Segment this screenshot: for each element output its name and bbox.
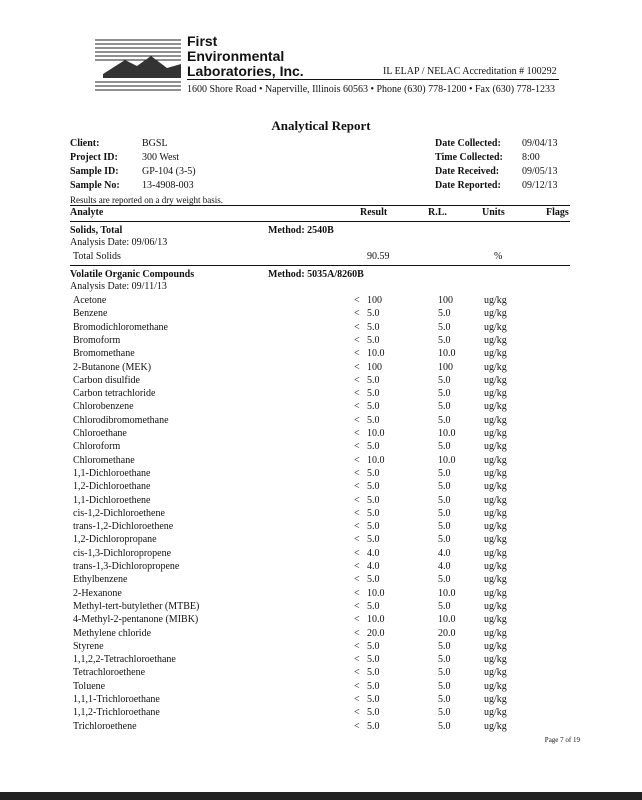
rl-value: 10.0 [438, 454, 456, 466]
solids-heading: Solids, Total [70, 225, 123, 236]
table-row [70, 322, 570, 335]
analyte-name: 1,1-Dichloroethene [73, 494, 151, 506]
less-than-sign: < [354, 600, 360, 612]
analyte-name: Methylene chloride [73, 627, 152, 639]
table-row [70, 428, 570, 441]
less-than-sign: < [354, 707, 360, 719]
units-value: ug/kg [484, 454, 507, 466]
analyte-name: 1,1,2,2-Tetrachloroethane [73, 654, 176, 666]
less-than-sign: < [354, 640, 360, 652]
date-collected-label: Date Collected: [435, 138, 501, 149]
less-than-sign: < [354, 507, 360, 519]
units-value: ug/kg [484, 308, 507, 320]
less-than-sign: < [354, 295, 360, 306]
analyte-name: Chloroethane [73, 428, 127, 439]
result-value: 5.0 [367, 467, 380, 479]
units-value: ug/kg [484, 694, 507, 705]
units-value: ug/kg [484, 547, 507, 559]
rl-value: 5.0 [438, 334, 451, 346]
rl-value: 5.0 [438, 707, 451, 719]
date-collected-value: 09/04/13 [522, 138, 558, 149]
rl-value: 5.0 [438, 720, 451, 732]
units-value: ug/kg [484, 401, 507, 413]
table-row [70, 521, 570, 534]
less-than-sign: < [354, 441, 360, 453]
company-address: 1600 Shore Road • Naperville, Illinois 60563 • Phone (630) 778-1200 • Fax (630) 778-1233 [187, 84, 555, 95]
rl-value: 5.0 [438, 374, 451, 386]
result-value: 10.0 [367, 428, 385, 439]
analyte-name: Methyl-tert-butylether (MTBE) [73, 600, 200, 612]
project-label: Project ID: [70, 152, 118, 163]
table-row [70, 681, 570, 694]
rl-value: 5.0 [438, 441, 451, 453]
units-value: ug/kg [484, 640, 507, 652]
rl-value: 100 [438, 361, 453, 373]
bottom-edge [0, 792, 642, 800]
date-received-value: 09/05/13 [522, 166, 558, 177]
units-value: ug/kg [484, 361, 507, 373]
units-value: ug/kg [484, 534, 507, 546]
result-value: 5.0 [367, 680, 380, 692]
table-row [70, 534, 570, 547]
less-than-sign: < [354, 454, 360, 466]
rl-value: 4.0 [438, 561, 451, 572]
rl-value: 5.0 [438, 494, 451, 506]
rl-value: 10.0 [438, 348, 456, 360]
units-value: ug/kg [484, 414, 507, 426]
result-value: 5.0 [367, 707, 380, 719]
analyte-name: 1,1-Dichloroethane [73, 467, 151, 479]
table-row [70, 375, 570, 388]
rl-value: 5.0 [438, 574, 451, 586]
units-value: ug/kg [484, 348, 507, 360]
analyte-name: cis-1,3-Dichloropropene [73, 547, 172, 559]
col-flags: Flags [546, 207, 569, 218]
units-value: % [494, 251, 503, 262]
basis-note: Results are reported on a dry weight basis. [70, 195, 223, 205]
table-row [70, 388, 570, 401]
sample-no-label: Sample No: [70, 180, 120, 191]
less-than-sign: < [354, 321, 360, 333]
table-row [70, 574, 570, 587]
col-analyte: Analyte [70, 207, 104, 218]
less-than-sign: < [354, 547, 360, 559]
result-value: 5.0 [367, 600, 380, 612]
result-value: 10.0 [367, 614, 385, 626]
date-reported-label: Date Reported: [435, 180, 501, 191]
units-value: ug/kg [484, 561, 507, 572]
less-than-sign: < [354, 587, 360, 599]
units-value: ug/kg [484, 388, 507, 400]
units-value: ug/kg [484, 507, 507, 519]
less-than-sign: < [354, 388, 360, 400]
units-value: ug/kg [484, 720, 507, 732]
logo-graphic [95, 34, 181, 94]
result-value: 5.0 [367, 441, 380, 453]
result-value: 10.0 [367, 454, 385, 466]
table-row [70, 707, 570, 720]
analyte-name: 1,1,2-Trichloroethane [73, 707, 160, 719]
analyte-name: Chloromethane [73, 454, 135, 466]
analyte-name: trans-1,3-Dichloropropene [73, 561, 180, 572]
result-value: 5.0 [367, 414, 380, 426]
table-row [70, 614, 570, 627]
analyte-name: Toluene [73, 680, 106, 692]
less-than-sign: < [354, 334, 360, 346]
result-value: 4.0 [367, 547, 380, 559]
less-than-sign: < [354, 414, 360, 426]
result-value: 5.0 [367, 334, 380, 346]
rl-value: 5.0 [438, 308, 451, 320]
units-value: ug/kg [484, 521, 507, 533]
sample-id-value: GP-104 (3-5) [142, 166, 196, 177]
result-value: 5.0 [367, 388, 380, 400]
table-row [70, 548, 570, 561]
analyte-name: 1,1,1-Trichloroethane [73, 694, 160, 705]
table-row [70, 308, 570, 321]
col-rl: R.L. [428, 207, 447, 218]
less-than-sign: < [354, 308, 360, 320]
analyte-name: Chlorodibromomethane [73, 414, 169, 426]
time-collected-label: Time Collected: [435, 152, 503, 163]
voc-heading: Volatile Organic Compounds [70, 269, 195, 280]
result-value: 5.0 [367, 321, 380, 333]
units-value: ug/kg [484, 494, 507, 506]
table-row [70, 441, 570, 454]
header-rule-bottom [70, 221, 570, 222]
less-than-sign: < [354, 534, 360, 546]
time-collected-value: 8:00 [522, 152, 540, 163]
result-value: 5.0 [367, 667, 380, 679]
table-row [70, 601, 570, 614]
table-row [70, 481, 570, 494]
result-value: 100 [367, 295, 382, 306]
rl-value: 5.0 [438, 467, 451, 479]
rl-value: 5.0 [438, 507, 451, 519]
units-value: ug/kg [484, 441, 507, 453]
analyte-name: Acetone [73, 295, 107, 306]
table-row [70, 468, 570, 481]
rl-value: 20.0 [438, 627, 456, 639]
rl-value: 10.0 [438, 614, 456, 626]
less-than-sign: < [354, 494, 360, 506]
accreditation: IL ELAP / NELAC Accreditation # 100292 [383, 66, 557, 77]
sample-id-label: Sample ID: [70, 166, 119, 177]
table-row [70, 495, 570, 508]
result-value: 100 [367, 361, 382, 373]
less-than-sign: < [354, 401, 360, 413]
analyte-name: 1,2-Dichloropropane [73, 534, 157, 546]
units-value: ug/kg [484, 428, 507, 439]
project-value: 300 West [142, 152, 180, 163]
less-than-sign: < [354, 467, 360, 479]
units-value: ug/kg [484, 654, 507, 666]
voc-analysis-date: Analysis Date: 09/11/13 [70, 281, 167, 292]
analyte-name: Chloroform [73, 441, 121, 453]
units-value: ug/kg [484, 574, 507, 586]
result-value: 5.0 [367, 521, 380, 533]
rl-value: 100 [438, 295, 453, 306]
result-value: 4.0 [367, 561, 380, 572]
company-name-line3: Laboratories, Inc. [187, 63, 304, 79]
rl-value: 4.0 [438, 547, 451, 559]
analyte-name: Carbon tetrachloride [73, 388, 156, 400]
less-than-sign: < [354, 521, 360, 533]
units-value: ug/kg [484, 707, 507, 719]
less-than-sign: < [354, 667, 360, 679]
company-name-line2: Environmental [187, 48, 285, 64]
table-row [70, 508, 570, 521]
result-value: 5.0 [367, 534, 380, 546]
col-units: Units [482, 207, 505, 218]
table-row [70, 362, 570, 375]
result-value: 5.0 [367, 481, 380, 493]
analyte-name: 2-Butanone (MEK) [73, 361, 152, 373]
analyte-name: trans-1,2-Dichloroethene [73, 521, 174, 533]
rl-value: 5.0 [438, 521, 451, 533]
result-value: 90.59 [367, 251, 390, 262]
col-result: Result [360, 207, 388, 218]
result-value: 5.0 [367, 374, 380, 386]
page-number: Page 7 of 19 [544, 736, 580, 744]
less-than-sign: < [354, 654, 360, 666]
result-value: 5.0 [367, 720, 380, 732]
rl-value: 10.0 [438, 428, 456, 439]
table-row [70, 455, 570, 468]
less-than-sign: < [354, 481, 360, 493]
rl-value: 5.0 [438, 640, 451, 652]
rl-value: 5.0 [438, 388, 451, 400]
less-than-sign: < [354, 374, 360, 386]
result-value: 5.0 [367, 308, 380, 320]
company-name-line1: First [187, 33, 218, 49]
analyte-name: Bromoform [73, 334, 121, 346]
table-row [70, 561, 570, 574]
voc-method: Method: 5035A/8260B [268, 269, 364, 280]
client-label: Client: [70, 138, 100, 149]
result-value: 5.0 [367, 640, 380, 652]
analyte-name: Trichloroethene [73, 720, 137, 732]
rl-value: 5.0 [438, 654, 451, 666]
units-value: ug/kg [484, 680, 507, 692]
result-value: 5.0 [367, 574, 380, 586]
less-than-sign: < [354, 627, 360, 639]
units-value: ug/kg [484, 600, 507, 612]
units-value: ug/kg [484, 481, 507, 493]
report-title: Analytical Report [271, 118, 371, 133]
less-than-sign: < [354, 694, 360, 705]
units-value: ug/kg [484, 467, 507, 479]
analyte-name: 1,2-Dichloroethane [73, 481, 151, 493]
analyte-name: Ethylbenzene [73, 574, 128, 586]
table-row [70, 251, 570, 264]
analyte-name: Chlorobenzene [73, 401, 134, 413]
result-value: 5.0 [367, 494, 380, 506]
analyte-name: Carbon disulfide [73, 374, 140, 386]
table-row [70, 415, 570, 428]
rl-value: 5.0 [438, 534, 451, 546]
less-than-sign: < [354, 720, 360, 732]
result-value: 20.0 [367, 627, 385, 639]
solids-analysis-date: Analysis Date: 09/06/13 [70, 237, 168, 248]
rl-value: 5.0 [438, 414, 451, 426]
rl-value: 5.0 [438, 481, 451, 493]
table-row [70, 694, 570, 707]
rl-value: 10.0 [438, 587, 456, 599]
analyte-name: 2-Hexanone [73, 587, 122, 599]
header-rule-top [70, 205, 570, 206]
table-row [70, 295, 570, 308]
analyte-name: Bromomethane [73, 348, 135, 360]
header-rule [187, 79, 559, 80]
result-value: 10.0 [367, 587, 385, 599]
table-row [70, 721, 570, 734]
rl-value: 5.0 [438, 600, 451, 612]
units-value: ug/kg [484, 614, 507, 626]
table-row [70, 348, 570, 361]
less-than-sign: < [354, 428, 360, 439]
units-value: ug/kg [484, 374, 507, 386]
result-value: 5.0 [367, 654, 380, 666]
units-value: ug/kg [484, 627, 507, 639]
section-rule [70, 265, 570, 266]
less-than-sign: < [354, 574, 360, 586]
units-value: ug/kg [484, 334, 507, 346]
less-than-sign: < [354, 561, 360, 572]
analyte-name: cis-1,2-Dichloroethene [73, 507, 165, 519]
result-value: 5.0 [367, 507, 380, 519]
less-than-sign: < [354, 361, 360, 373]
analyte-name: Tetrachloroethene [73, 667, 146, 679]
table-row [70, 628, 570, 641]
less-than-sign: < [354, 348, 360, 360]
date-received-label: Date Received: [435, 166, 500, 177]
units-value: ug/kg [484, 667, 507, 679]
client-value: BGSL [142, 138, 168, 149]
company-logo [95, 34, 181, 94]
rl-value: 5.0 [438, 667, 451, 679]
units-value: ug/kg [484, 295, 507, 306]
units-value: ug/kg [484, 321, 507, 333]
analyte-name: Benzene [73, 308, 108, 320]
result-value: 10.0 [367, 348, 385, 360]
rl-value: 5.0 [438, 321, 451, 333]
table-row [70, 654, 570, 667]
less-than-sign: < [354, 614, 360, 626]
sample-no-value: 13-4908-003 [142, 180, 194, 191]
analyte-name: Styrene [73, 640, 104, 652]
less-than-sign: < [354, 680, 360, 692]
date-reported-value: 09/12/13 [522, 180, 558, 191]
rl-value: 5.0 [438, 694, 451, 705]
table-row [70, 667, 570, 680]
table-row [70, 335, 570, 348]
analyte-name: 4-Methyl-2-pentanone (MIBK) [73, 614, 199, 626]
result-value: 5.0 [367, 694, 380, 705]
analyte-name: Total Solids [73, 251, 121, 262]
result-value: 5.0 [367, 401, 380, 413]
analyte-name: Bromodichloromethane [73, 321, 168, 333]
table-row [70, 588, 570, 601]
rl-value: 5.0 [438, 401, 451, 413]
solids-method: Method: 2540B [268, 225, 334, 236]
table-row [70, 641, 570, 654]
rl-value: 5.0 [438, 680, 451, 692]
units-value: ug/kg [484, 587, 507, 599]
table-row [70, 401, 570, 414]
